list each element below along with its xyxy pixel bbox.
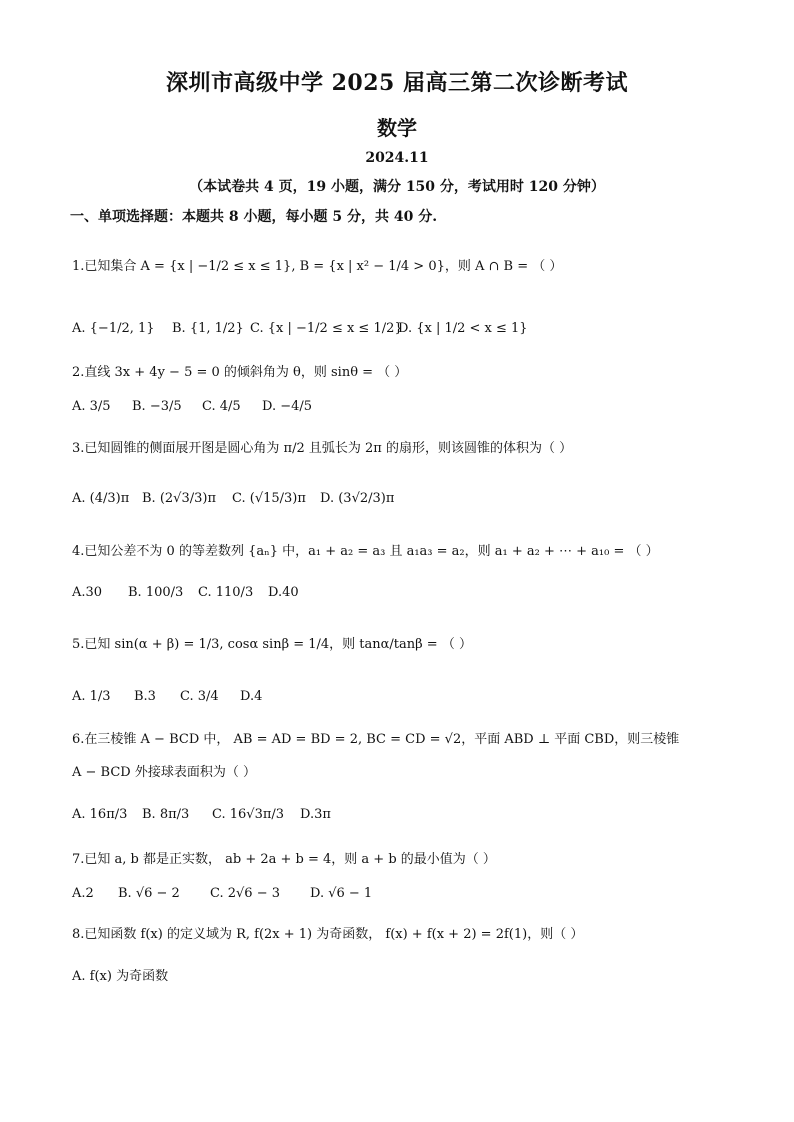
question-4-option-c: C. 110/3: [198, 585, 254, 600]
question-8-stem: 8.已知函数 f(x) 的定义域为 R, f(2x + 1) 为奇函数， f(x) + f(x + 2) = 2f(1)，则（ ）: [72, 927, 584, 942]
question-1-option-a: A. {−1/2, 1}: [72, 321, 155, 336]
question-4-option-a: A.30: [72, 585, 103, 600]
question-7-option-c: C. 2√6 − 3: [210, 886, 281, 901]
question-7-stem: 7.已知 a, b 都是正实数， ab + 2a + b = 4，则 a + b 的最小值为（ ）: [72, 852, 496, 867]
question-4-option-b: B. 100/3: [128, 585, 184, 600]
exam-note: （本试卷共 4 页，19 小题，满分 150 分，考试用时 120 分钟）: [189, 179, 605, 195]
question-3-option-d: D. (3√2/3)π: [320, 491, 395, 506]
question-6-stem: 6.在三棱锥 A − BCD 中， AB = AD = BD = 2, BC = CD = √2，平面 ABD ⊥ 平面 CBD，则三棱锥: [72, 732, 680, 747]
exam-date: 2024.11: [365, 150, 429, 166]
question-2-option-a: A. 3/5: [72, 399, 111, 414]
question-6-option-a: A. 16π/3: [72, 807, 128, 822]
question-5-option-b: B.3: [134, 689, 156, 704]
question-6-stem-continued: A − BCD 外接球表面积为（ ）: [72, 765, 256, 780]
question-4-stem: 4.已知公差不为 0 的等差数列 {aₙ} 中，a₁ + a₂ = a₃ 且 a₁a₃ = a₂，则 a₁ + a₂ + ⋯ + a₁₀ = （ ）: [72, 544, 659, 559]
question-7-option-b: B. √6 − 2: [118, 886, 180, 901]
question-3-option-b: B. (2√3/3)π: [142, 491, 216, 506]
question-6-option-d: D.3π: [300, 807, 331, 822]
question-2-option-c: C. 4/5: [202, 399, 241, 414]
question-6-option-b: B. 8π/3: [142, 807, 190, 822]
question-2-option-b: B. −3/5: [132, 399, 182, 414]
question-1-option-b: B. {1, 1/2}: [172, 321, 244, 336]
question-5-option-d: D.4: [240, 689, 263, 704]
question-5-option-c: C. 3/4: [180, 689, 219, 704]
exam-subject: 数学: [377, 116, 417, 140]
question-5-stem: 5.已知 sin(α + β) = 1/3, cosα sinβ = 1/4，则 tanα/tanβ = （ ）: [72, 637, 472, 652]
question-2-stem: 2.直线 3x + 4y − 5 = 0 的倾斜角为 θ，则 sinθ = （ ）: [72, 365, 408, 380]
section-heading: 一、单项选择题：本题共 8 小题，每小题 5 分，共 40 分.: [70, 209, 438, 225]
question-3-option-c: C. (√15/3)π: [232, 491, 306, 506]
question-3-option-a: A. (4/3)π: [72, 491, 130, 506]
question-4-option-d: D.40: [268, 585, 299, 600]
question-1-option-d: D. {x | 1/2 < x ≤ 1}: [398, 321, 528, 336]
question-5-option-a: A. 1/3: [72, 689, 111, 704]
question-8-option-a: A. f(x) 为奇函数: [72, 969, 169, 984]
question-1-option-c: C. {x | −1/2 ≤ x ≤ 1/2}: [250, 321, 403, 336]
question-6-option-c: C. 16√3π/3: [212, 807, 285, 822]
question-7-option-a: A.2: [72, 886, 94, 901]
question-2-option-d: D. −4/5: [262, 399, 313, 414]
question-3-stem: 3.已知圆锥的侧面展开图是圆心角为 π/2 且弧长为 2π 的扇形，则该圆锥的体积为（ ）: [72, 441, 573, 456]
question-1-stem: 1.已知集合 A = {x | −1/2 ≤ x ≤ 1}, B = {x | x² − 1/4 > 0}，则 A ∩ B = （ ）: [72, 259, 563, 274]
question-7-option-d: D. √6 − 1: [310, 886, 373, 901]
exam-title: 深圳市高级中学 2025 届高三第二次诊断考试: [165, 70, 629, 96]
